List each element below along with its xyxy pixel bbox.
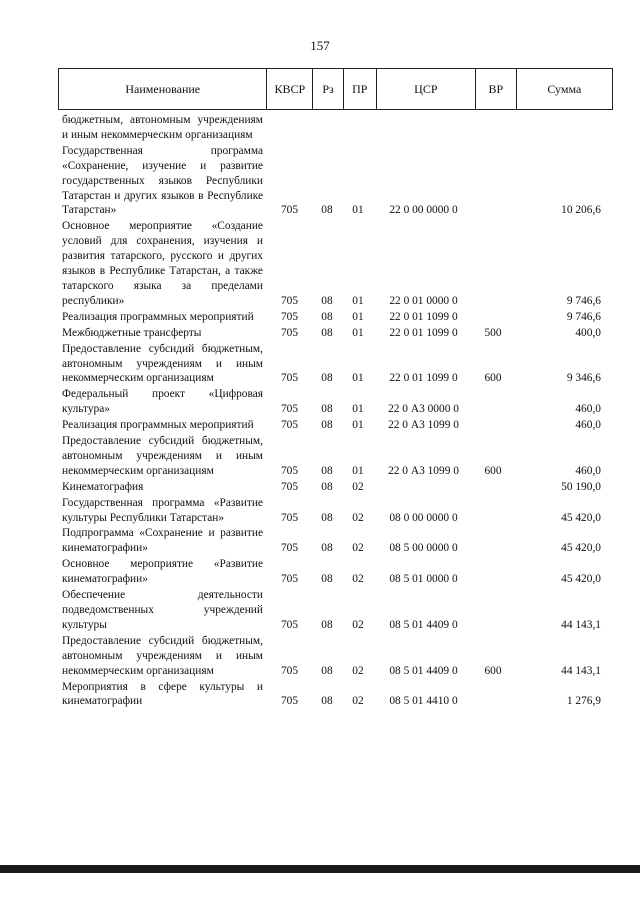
cell-pr: 02: [352, 618, 364, 631]
cell-name: Предоставление субсидий бюджетным, автономным учреждениям и иным некоммерческим организациям: [62, 634, 263, 677]
cell-name: Кинематография: [62, 480, 144, 493]
cell-pr: 01: [352, 294, 364, 307]
cell-rz: 08: [321, 480, 333, 493]
cell-name: Межбюджетные трансферты: [62, 326, 202, 339]
cell-name: Федеральный проект «Цифровая культура»: [62, 388, 263, 416]
header-csr: ЦСР: [377, 69, 476, 109]
cell-sum: 460,0: [575, 403, 601, 416]
cell-csr: 08 5 01 0000 0: [389, 573, 458, 586]
table-row: [58, 480, 613, 495]
cell-sum: 460,0: [575, 464, 601, 477]
cell-sum: 45 420,0: [561, 511, 601, 524]
cell-kvsr: 705: [280, 511, 299, 524]
cell-kvsr: 705: [280, 294, 299, 307]
table-row: [58, 387, 613, 417]
cell-rz: 08: [321, 310, 333, 323]
cell-csr: 22 0 01 0000 0: [389, 294, 458, 307]
page-number: 157: [310, 38, 330, 53]
cell-kvsr: 705: [280, 419, 299, 432]
cell-name: бюджетным, автономным учреждениям и иным некоммерческим организациям: [62, 114, 263, 141]
header-vr: ВР: [476, 69, 517, 109]
cell-pr: 01: [352, 419, 364, 432]
cell-pr: 01: [352, 326, 364, 339]
header-pr: ПР: [344, 69, 377, 109]
cell-csr: 08 5 01 4410 0: [389, 695, 458, 708]
header-kvsr: КВСР: [267, 69, 313, 109]
cell-vr: 500: [484, 326, 502, 339]
table-row: [58, 310, 613, 325]
table-row: [58, 557, 613, 587]
cell-csr: 08 5 00 0000 0: [389, 542, 458, 555]
cell-pr: 02: [352, 542, 364, 555]
cell-pr: 01: [352, 464, 364, 477]
cell-rz: 08: [321, 542, 333, 555]
cell-pr: 02: [352, 664, 364, 677]
cell-pr: 01: [352, 372, 364, 385]
cell-csr: 22 0 01 1099 0: [389, 372, 458, 385]
cell-kvsr: 705: [280, 326, 299, 339]
cell-csr: 22 0 А3 1099 0: [388, 419, 459, 432]
cell-vr: 600: [484, 464, 502, 477]
cell-csr: 22 0 01 1099 0: [389, 310, 458, 323]
cell-vr: 600: [484, 372, 502, 385]
cell-rz: 08: [321, 294, 333, 307]
cell-csr: 08 0 00 0000 0: [389, 511, 458, 524]
cell-sum: 9 746,6: [566, 294, 601, 307]
cell-rz: 08: [321, 372, 333, 385]
cell-csr: 22 0 01 1099 0: [389, 326, 458, 339]
cell-name: Обеспечение деятельности подведомственных учреждений культуры: [62, 589, 263, 631]
table-row: [58, 144, 613, 219]
cell-csr: 08 5 01 4409 0: [389, 618, 458, 631]
cell-name: Подпрограмма «Сохранение и развитие кинематографии»: [62, 527, 263, 555]
table-row: [58, 113, 613, 143]
cell-sum: 50 190,0: [561, 480, 601, 493]
cell-sum: 10 206,6: [561, 204, 601, 217]
table-row: [58, 588, 613, 633]
cell-name: Реализация программных мероприятий: [62, 419, 254, 432]
cell-sum: 45 420,0: [561, 573, 601, 586]
cell-kvsr: 705: [280, 403, 299, 416]
cell-pr: 02: [352, 511, 364, 524]
cell-rz: 08: [321, 464, 333, 477]
table-row: [58, 342, 613, 387]
cell-rz: 08: [321, 204, 333, 217]
cell-csr: 22 0 А3 1099 0: [388, 464, 459, 477]
table-row: [58, 526, 613, 556]
cell-name: Предоставление субсидий бюджетным, автономным учреждениям и иным некоммерческим организациям: [62, 342, 263, 385]
cell-name: Основное мероприятие «Создание условий для сохранения, изучения и развития татарского, русского и других языков в Республике Татарстан, а также татарского языка за пределами республики»: [62, 220, 263, 307]
cell-rz: 08: [321, 403, 333, 416]
cell-name: Предоставление субсидий бюджетным, автономным учреждениям и иным некоммерческим организациям: [62, 435, 263, 477]
budget-table: [58, 68, 613, 710]
cell-pr: 02: [352, 480, 364, 493]
cell-kvsr: 705: [280, 372, 299, 385]
cell-rz: 08: [321, 511, 333, 524]
cell-name: Реализация программных мероприятий: [62, 310, 254, 323]
cell-sum: 9 346,6: [566, 372, 601, 385]
table-row: [58, 634, 613, 679]
cell-pr: 01: [352, 204, 364, 217]
cell-sum: 1 276,9: [566, 695, 601, 708]
cell-sum: 400,0: [575, 326, 601, 339]
cell-rz: 08: [321, 664, 333, 677]
cell-vr: 600: [484, 664, 502, 677]
cell-kvsr: 705: [280, 618, 299, 631]
table-header: [58, 68, 613, 110]
cell-rz: 08: [321, 419, 333, 432]
cell-pr: 01: [352, 403, 364, 416]
scan-edge-bar: [0, 865, 640, 873]
cell-kvsr: 705: [280, 664, 299, 677]
table-row: [58, 496, 613, 526]
table-row: [58, 326, 613, 341]
cell-csr: 22 0 00 0000 0: [389, 204, 458, 217]
header-sum: Сумма: [547, 81, 582, 96]
table-row: [58, 434, 613, 479]
cell-pr: 01: [352, 310, 364, 323]
header-name: Наименование: [59, 69, 267, 109]
cell-sum: 460,0: [575, 419, 601, 432]
cell-kvsr: 705: [280, 464, 299, 477]
cell-kvsr: 705: [280, 310, 299, 323]
cell-rz: 08: [321, 695, 333, 708]
cell-name: Основное мероприятие «Развитие кинематографии»: [62, 558, 263, 586]
cell-kvsr: 705: [280, 204, 299, 217]
cell-sum: 44 143,1: [561, 664, 601, 677]
cell-kvsr: 705: [280, 480, 299, 493]
header-rz: Рз: [313, 69, 344, 109]
cell-csr: 22 0 А3 0000 0: [388, 403, 459, 416]
cell-rz: 08: [321, 573, 333, 586]
cell-csr: 08 5 01 4409 0: [389, 664, 458, 677]
cell-pr: 02: [352, 695, 364, 708]
cell-pr: 02: [352, 573, 364, 586]
cell-rz: 08: [321, 326, 333, 339]
cell-kvsr: 705: [280, 695, 299, 708]
cell-sum: 45 420,0: [561, 542, 601, 555]
table-row: [58, 418, 613, 433]
cell-name: Государственная программа «Развитие культуры Республики Татарстан»: [62, 496, 263, 524]
cell-name: Мероприятия в сфере культуры и кинематографии: [62, 680, 263, 708]
cell-name: Государственная программа «Сохранение, изучение и развитие государственных языков Республики Татарстан и других языков в Республике Татарстан»: [62, 144, 263, 217]
cell-rz: 08: [321, 618, 333, 631]
table-body: [58, 113, 613, 709]
table-row: [58, 219, 613, 308]
cell-kvsr: 705: [280, 573, 299, 586]
table-row: [58, 680, 613, 710]
cell-kvsr: 705: [280, 542, 299, 555]
cell-sum: 9 746,6: [566, 310, 601, 323]
cell-sum: 44 143,1: [561, 618, 601, 631]
